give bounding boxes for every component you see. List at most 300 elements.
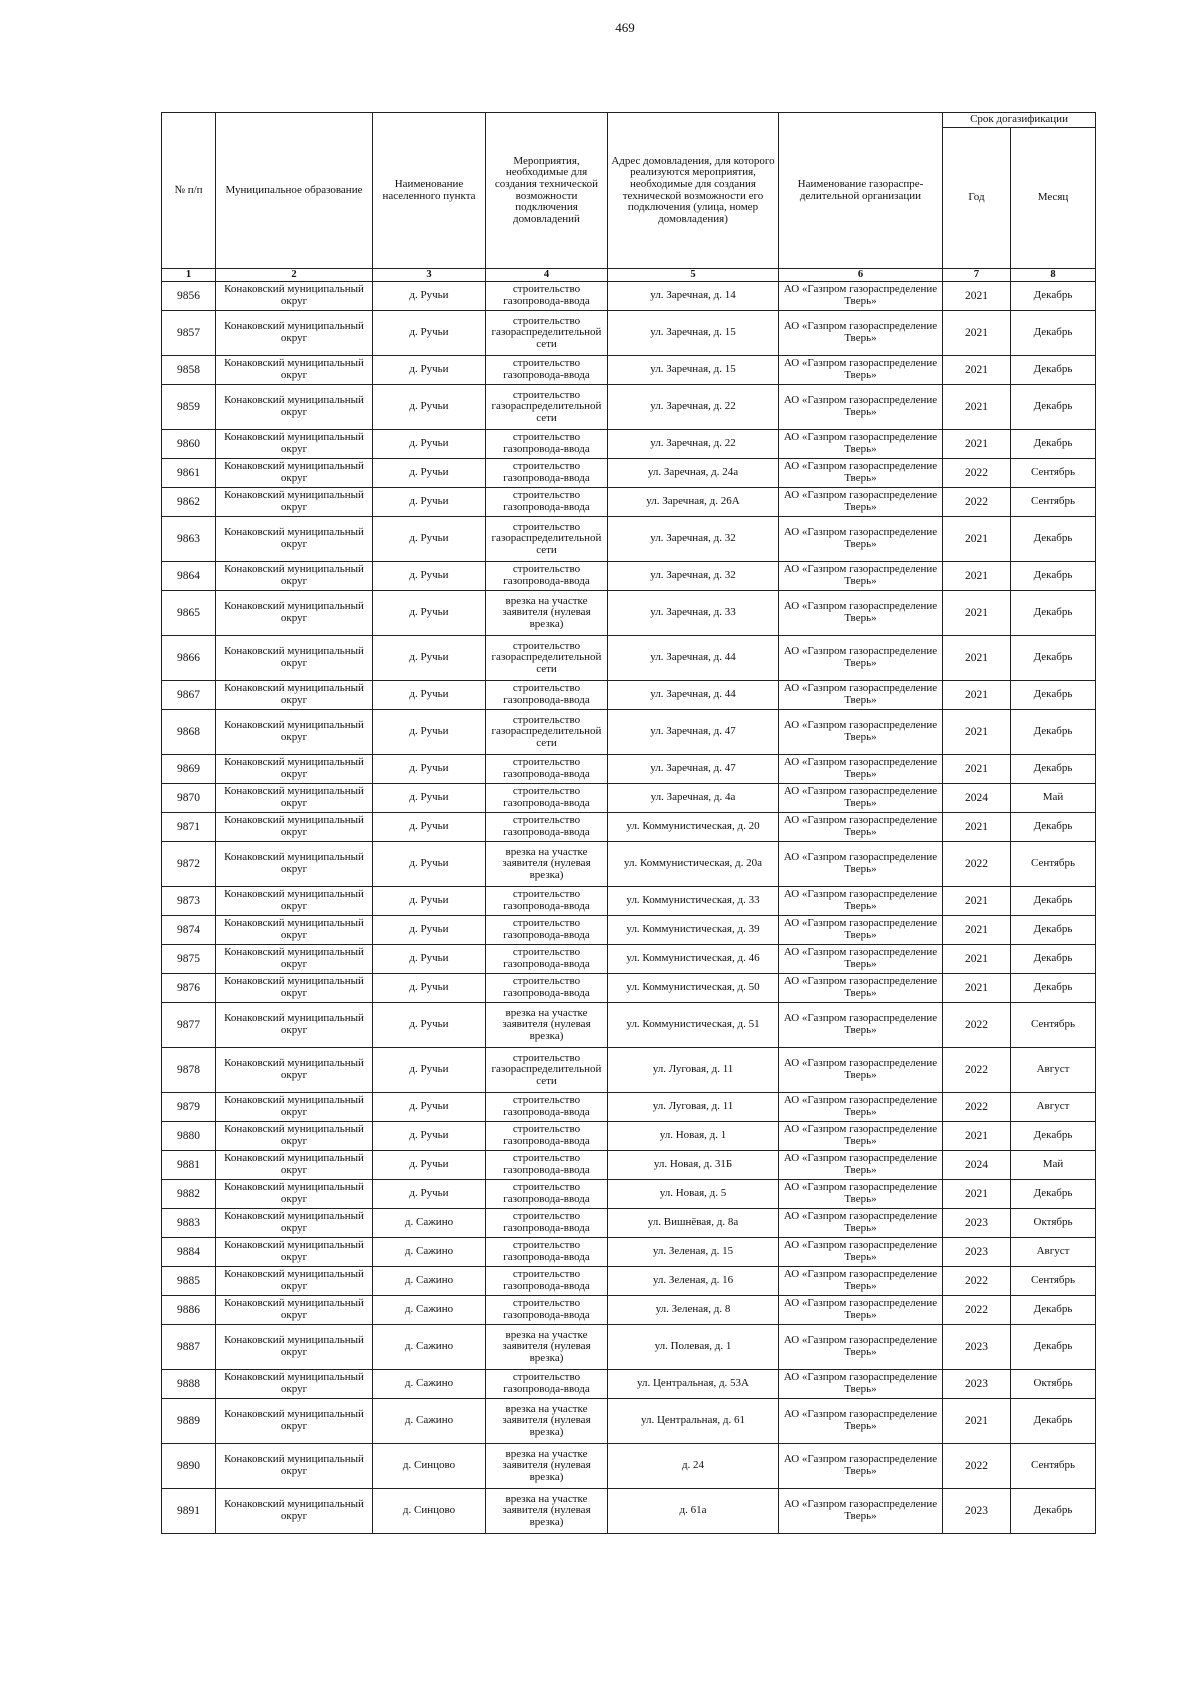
row-organization: АО «Газпром газораспределение Тверь»: [779, 311, 943, 356]
row-year: 2022: [943, 1048, 1011, 1093]
row-number: 9869: [162, 755, 216, 784]
row-settlement: д. Ручьи: [373, 681, 486, 710]
table-row: [162, 636, 1096, 681]
table-row: [162, 517, 1096, 562]
row-month: Октябрь: [1011, 1370, 1096, 1399]
row-measure: строительство газораспределительной сети: [486, 1048, 608, 1093]
row-address: ул. Зеленая, д. 15: [608, 1238, 779, 1267]
row-settlement: д. Ручьи: [373, 1180, 486, 1209]
row-number: 9890: [162, 1444, 216, 1489]
row-settlement: д. Ручьи: [373, 459, 486, 488]
row-settlement: д. Ручьи: [373, 385, 486, 430]
row-measure: строительство газопровода-ввода: [486, 974, 608, 1003]
header-settlement: Наименование населенного пункта: [373, 113, 486, 269]
row-number: 9886: [162, 1296, 216, 1325]
row-month: Декабрь: [1011, 916, 1096, 945]
row-address: ул. Заречная, д. 44: [608, 636, 779, 681]
row-measure: строительство газопровода-ввода: [486, 945, 608, 974]
row-year: 2022: [943, 1267, 1011, 1296]
row-number: 9875: [162, 945, 216, 974]
row-settlement: д. Ручьи: [373, 1048, 486, 1093]
row-month: Май: [1011, 784, 1096, 813]
row-year: 2021: [943, 356, 1011, 385]
row-settlement: д. Синцово: [373, 1444, 486, 1489]
column-index: 8: [1011, 269, 1096, 282]
row-measure: строительство газопровода-ввода: [486, 916, 608, 945]
row-settlement: д. Ручьи: [373, 430, 486, 459]
row-month: Декабрь: [1011, 945, 1096, 974]
table-row: [162, 945, 1096, 974]
table-row: [162, 1209, 1096, 1238]
row-month: Октябрь: [1011, 1209, 1096, 1238]
row-measure: врезка на участке заявителя (нулевая врезка): [486, 591, 608, 636]
row-organization: АО «Газпром газораспределение Тверь»: [779, 1048, 943, 1093]
row-organization: АО «Газпром газораспределение Тверь»: [779, 1267, 943, 1296]
row-year: 2022: [943, 488, 1011, 517]
row-measure: строительство газопровода-ввода: [486, 282, 608, 311]
table-row: [162, 755, 1096, 784]
row-municipality: Конаковский муниципальный округ: [216, 356, 373, 385]
row-month: Декабрь: [1011, 356, 1096, 385]
row-municipality: Конаковский муниципальный округ: [216, 636, 373, 681]
row-address: ул. Коммунистическая, д. 50: [608, 974, 779, 1003]
row-measure: строительство газопровода-ввода: [486, 562, 608, 591]
row-number: 9863: [162, 517, 216, 562]
row-month: Декабрь: [1011, 1489, 1096, 1534]
header-org: Наименование газораспре-делительной организации: [779, 113, 943, 269]
table-row: [162, 430, 1096, 459]
row-municipality: Конаковский муниципальный округ: [216, 681, 373, 710]
table-row: [162, 710, 1096, 755]
row-organization: АО «Газпром газораспределение Тверь»: [779, 1209, 943, 1238]
row-organization: АО «Газпром газораспределение Тверь»: [779, 636, 943, 681]
column-index: 5: [608, 269, 779, 282]
row-municipality: Конаковский муниципальный округ: [216, 1489, 373, 1534]
row-settlement: д. Сажино: [373, 1267, 486, 1296]
row-month: Декабрь: [1011, 974, 1096, 1003]
row-month: Сентябрь: [1011, 459, 1096, 488]
row-settlement: д. Ручьи: [373, 974, 486, 1003]
row-year: 2021: [943, 710, 1011, 755]
row-settlement: д. Ручьи: [373, 755, 486, 784]
table-row: [162, 1296, 1096, 1325]
row-municipality: Конаковский муниципальный округ: [216, 1370, 373, 1399]
row-number: 9882: [162, 1180, 216, 1209]
row-address: ул. Заречная, д. 32: [608, 517, 779, 562]
row-number: 9861: [162, 459, 216, 488]
row-number: 9878: [162, 1048, 216, 1093]
row-organization: АО «Газпром газораспределение Тверь»: [779, 710, 943, 755]
row-number: 9889: [162, 1399, 216, 1444]
row-organization: АО «Газпром газораспределение Тверь»: [779, 459, 943, 488]
row-number: 9874: [162, 916, 216, 945]
row-year: 2021: [943, 887, 1011, 916]
row-number: 9867: [162, 681, 216, 710]
row-year: 2021: [943, 591, 1011, 636]
row-organization: АО «Газпром газораспределение Тверь»: [779, 430, 943, 459]
row-measure: строительство газопровода-ввода: [486, 1370, 608, 1399]
row-municipality: Конаковский муниципальный округ: [216, 591, 373, 636]
row-settlement: д. Ручьи: [373, 784, 486, 813]
row-organization: АО «Газпром газораспределение Тверь»: [779, 1325, 943, 1370]
row-municipality: Конаковский муниципальный округ: [216, 974, 373, 1003]
row-organization: АО «Газпром газораспределение Тверь»: [779, 356, 943, 385]
row-address: ул. Заречная, д. 4а: [608, 784, 779, 813]
row-municipality: Конаковский муниципальный округ: [216, 842, 373, 887]
row-address: ул. Зеленая, д. 16: [608, 1267, 779, 1296]
row-number: 9885: [162, 1267, 216, 1296]
row-address: ул. Вишнёвая, д. 8а: [608, 1209, 779, 1238]
row-year: 2021: [943, 282, 1011, 311]
row-organization: АО «Газпром газораспределение Тверь»: [779, 1489, 943, 1534]
row-municipality: Конаковский муниципальный округ: [216, 1267, 373, 1296]
row-year: 2023: [943, 1489, 1011, 1534]
row-address: ул. Заречная, д. 32: [608, 562, 779, 591]
row-municipality: Конаковский муниципальный округ: [216, 311, 373, 356]
row-address: ул. Коммунистическая, д. 20: [608, 813, 779, 842]
row-address: ул. Заречная, д. 47: [608, 755, 779, 784]
row-number: 9865: [162, 591, 216, 636]
row-organization: АО «Газпром газораспределение Тверь»: [779, 813, 943, 842]
row-month: Декабрь: [1011, 385, 1096, 430]
row-year: 2022: [943, 1296, 1011, 1325]
row-organization: АО «Газпром газораспределение Тверь»: [779, 591, 943, 636]
row-municipality: Конаковский муниципальный округ: [216, 1238, 373, 1267]
table-row: [162, 681, 1096, 710]
row-number: 9862: [162, 488, 216, 517]
row-number: 9860: [162, 430, 216, 459]
row-address: ул. Новая, д. 1: [608, 1122, 779, 1151]
row-month: Декабрь: [1011, 636, 1096, 681]
row-settlement: д. Ручьи: [373, 945, 486, 974]
column-index: 6: [779, 269, 943, 282]
row-month: Август: [1011, 1048, 1096, 1093]
row-settlement: д. Ручьи: [373, 710, 486, 755]
row-number: 9859: [162, 385, 216, 430]
row-organization: АО «Газпром газораспределение Тверь»: [779, 517, 943, 562]
row-measure: врезка на участке заявителя (нулевая врезка): [486, 1003, 608, 1048]
row-measure: строительство газопровода-ввода: [486, 1093, 608, 1122]
header-month: Месяц: [1011, 128, 1096, 269]
row-year: 2021: [943, 916, 1011, 945]
row-number: 9891: [162, 1489, 216, 1534]
table-row: [162, 356, 1096, 385]
row-address: ул. Коммунистическая, д. 46: [608, 945, 779, 974]
table-row: [162, 887, 1096, 916]
row-municipality: Конаковский муниципальный округ: [216, 1003, 373, 1048]
row-municipality: Конаковский муниципальный округ: [216, 488, 373, 517]
row-address: ул. Заречная, д. 14: [608, 282, 779, 311]
table-row: [162, 1370, 1096, 1399]
row-number: 9864: [162, 562, 216, 591]
table-row: [162, 1180, 1096, 1209]
row-organization: АО «Газпром газораспределение Тверь»: [779, 282, 943, 311]
row-month: Сентябрь: [1011, 1444, 1096, 1489]
table-row: [162, 1399, 1096, 1444]
row-address: ул. Заречная, д. 15: [608, 356, 779, 385]
row-month: Сентябрь: [1011, 1003, 1096, 1048]
row-settlement: д. Сажино: [373, 1325, 486, 1370]
row-year: 2021: [943, 755, 1011, 784]
row-measure: строительство газопровода-ввода: [486, 784, 608, 813]
row-month: Август: [1011, 1093, 1096, 1122]
row-measure: строительство газораспределительной сети: [486, 311, 608, 356]
row-measure: строительство газопровода-ввода: [486, 488, 608, 517]
row-measure: строительство газопровода-ввода: [486, 887, 608, 916]
row-municipality: Конаковский муниципальный округ: [216, 1209, 373, 1238]
row-address: ул. Коммунистическая, д. 33: [608, 887, 779, 916]
row-measure: строительство газопровода-ввода: [486, 1209, 608, 1238]
row-organization: АО «Газпром газораспределение Тверь»: [779, 1296, 943, 1325]
row-settlement: д. Ручьи: [373, 842, 486, 887]
row-municipality: Конаковский муниципальный округ: [216, 1151, 373, 1180]
row-number: 9880: [162, 1122, 216, 1151]
row-number: 9883: [162, 1209, 216, 1238]
row-month: Август: [1011, 1238, 1096, 1267]
row-year: 2021: [943, 945, 1011, 974]
row-number: 9856: [162, 282, 216, 311]
column-index: 7: [943, 269, 1011, 282]
row-address: ул. Заречная, д. 33: [608, 591, 779, 636]
row-organization: АО «Газпром газораспределение Тверь»: [779, 681, 943, 710]
table-body: [162, 282, 1096, 1534]
row-measure: строительство газопровода-ввода: [486, 1267, 608, 1296]
row-month: Сентябрь: [1011, 488, 1096, 517]
row-number: 9870: [162, 784, 216, 813]
page-number: 469: [615, 20, 635, 35]
row-number: 9858: [162, 356, 216, 385]
row-measure: врезка на участке заявителя (нулевая врезка): [486, 1444, 608, 1489]
row-municipality: Конаковский муниципальный округ: [216, 1296, 373, 1325]
row-measure: строительство газопровода-ввода: [486, 430, 608, 459]
row-settlement: д. Ручьи: [373, 916, 486, 945]
row-month: Декабрь: [1011, 1296, 1096, 1325]
table-row: [162, 813, 1096, 842]
row-address: ул. Заречная, д. 24а: [608, 459, 779, 488]
row-number: 9884: [162, 1238, 216, 1267]
row-year: 2021: [943, 385, 1011, 430]
row-number: 9857: [162, 311, 216, 356]
row-month: Декабрь: [1011, 517, 1096, 562]
row-month: Декабрь: [1011, 562, 1096, 591]
row-year: 2021: [943, 1180, 1011, 1209]
row-municipality: Конаковский муниципальный округ: [216, 710, 373, 755]
row-settlement: д. Ручьи: [373, 1151, 486, 1180]
row-address: д. 61а: [608, 1489, 779, 1534]
row-year: 2022: [943, 1444, 1011, 1489]
header-municipality: Муниципальное образование: [216, 113, 373, 269]
row-organization: АО «Газпром газораспределение Тверь»: [779, 1122, 943, 1151]
row-measure: строительство газопровода-ввода: [486, 1180, 608, 1209]
row-number: 9877: [162, 1003, 216, 1048]
row-address: ул. Центральная, д. 61: [608, 1399, 779, 1444]
table-row: [162, 385, 1096, 430]
row-year: 2023: [943, 1370, 1011, 1399]
row-address: ул. Луговая, д. 11: [608, 1048, 779, 1093]
column-index: 4: [486, 269, 608, 282]
row-measure: врезка на участке заявителя (нулевая врезка): [486, 842, 608, 887]
table-row: [162, 1122, 1096, 1151]
row-month: Сентябрь: [1011, 842, 1096, 887]
row-organization: АО «Газпром газораспределение Тверь»: [779, 755, 943, 784]
row-month: Декабрь: [1011, 813, 1096, 842]
row-year: 2021: [943, 562, 1011, 591]
table-row: [162, 1325, 1096, 1370]
row-measure: строительство газопровода-ввода: [486, 1151, 608, 1180]
row-measure: строительство газопровода-ввода: [486, 1122, 608, 1151]
row-organization: АО «Газпром газораспределение Тверь»: [779, 887, 943, 916]
row-organization: АО «Газпром газораспределение Тверь»: [779, 488, 943, 517]
row-settlement: д. Сажино: [373, 1370, 486, 1399]
row-settlement: д. Синцово: [373, 1489, 486, 1534]
row-organization: АО «Газпром газораспределение Тверь»: [779, 974, 943, 1003]
row-year: 2021: [943, 974, 1011, 1003]
table-row: [162, 916, 1096, 945]
row-municipality: Конаковский муниципальный округ: [216, 430, 373, 459]
table-row: [162, 1151, 1096, 1180]
row-settlement: д. Ручьи: [373, 1122, 486, 1151]
row-settlement: д. Сажино: [373, 1238, 486, 1267]
row-measure: строительство газораспределительной сети: [486, 636, 608, 681]
row-month: Декабрь: [1011, 1180, 1096, 1209]
row-organization: АО «Газпром газораспределение Тверь»: [779, 1399, 943, 1444]
column-index: 3: [373, 269, 486, 282]
row-address: ул. Заречная, д. 47: [608, 710, 779, 755]
row-organization: АО «Газпром газораспределение Тверь»: [779, 842, 943, 887]
row-settlement: д. Сажино: [373, 1399, 486, 1444]
row-settlement: д. Ручьи: [373, 311, 486, 356]
row-year: 2021: [943, 430, 1011, 459]
row-address: ул. Коммунистическая, д. 20а: [608, 842, 779, 887]
row-year: 2024: [943, 784, 1011, 813]
row-month: Декабрь: [1011, 1122, 1096, 1151]
row-address: д. 24: [608, 1444, 779, 1489]
row-municipality: Конаковский муниципальный округ: [216, 945, 373, 974]
row-month: Декабрь: [1011, 311, 1096, 356]
row-number: 9872: [162, 842, 216, 887]
row-settlement: д. Ручьи: [373, 517, 486, 562]
row-municipality: Конаковский муниципальный округ: [216, 784, 373, 813]
row-month: Декабрь: [1011, 1399, 1096, 1444]
row-measure: строительство газопровода-ввода: [486, 681, 608, 710]
row-year: 2022: [943, 459, 1011, 488]
row-municipality: Конаковский муниципальный округ: [216, 1325, 373, 1370]
row-measure: врезка на участке заявителя (нулевая врезка): [486, 1399, 608, 1444]
gasification-table: [161, 112, 1096, 1534]
row-measure: строительство газопровода-ввода: [486, 755, 608, 784]
row-address: ул. Новая, д. 31Б: [608, 1151, 779, 1180]
row-year: 2021: [943, 1122, 1011, 1151]
row-municipality: Конаковский муниципальный округ: [216, 1048, 373, 1093]
table-row: [162, 1003, 1096, 1048]
row-year: 2023: [943, 1209, 1011, 1238]
table-row: [162, 784, 1096, 813]
row-settlement: д. Ручьи: [373, 636, 486, 681]
row-settlement: д. Ручьи: [373, 887, 486, 916]
column-index: 1: [162, 269, 216, 282]
row-year: 2022: [943, 1003, 1011, 1048]
row-settlement: д. Сажино: [373, 1209, 486, 1238]
row-year: 2021: [943, 813, 1011, 842]
row-month: Май: [1011, 1151, 1096, 1180]
table-row: [162, 1444, 1096, 1489]
row-organization: АО «Газпром газораспределение Тверь»: [779, 945, 943, 974]
table-row: [162, 1048, 1096, 1093]
row-address: ул. Новая, д. 5: [608, 1180, 779, 1209]
row-organization: АО «Газпром газораспределение Тверь»: [779, 1151, 943, 1180]
row-address: ул. Заречная, д. 15: [608, 311, 779, 356]
header-num: № п/п: [162, 113, 216, 269]
row-municipality: Конаковский муниципальный округ: [216, 517, 373, 562]
table-row: [162, 842, 1096, 887]
row-settlement: д. Ручьи: [373, 591, 486, 636]
row-organization: АО «Газпром газораспределение Тверь»: [779, 1370, 943, 1399]
row-year: 2021: [943, 681, 1011, 710]
row-measure: строительство газопровода-ввода: [486, 813, 608, 842]
row-year: 2023: [943, 1325, 1011, 1370]
row-address: ул. Заречная, д. 22: [608, 430, 779, 459]
row-year: 2021: [943, 636, 1011, 681]
row-month: Декабрь: [1011, 282, 1096, 311]
row-municipality: Конаковский муниципальный округ: [216, 813, 373, 842]
row-organization: АО «Газпром газораспределение Тверь»: [779, 1093, 943, 1122]
row-month: Декабрь: [1011, 591, 1096, 636]
row-year: 2021: [943, 517, 1011, 562]
row-number: 9881: [162, 1151, 216, 1180]
row-municipality: Конаковский муниципальный округ: [216, 385, 373, 430]
row-address: ул. Заречная, д. 26А: [608, 488, 779, 517]
row-address: ул. Заречная, д. 44: [608, 681, 779, 710]
row-month: Декабрь: [1011, 710, 1096, 755]
row-measure: строительство газораспределительной сети: [486, 710, 608, 755]
row-month: Сентябрь: [1011, 1267, 1096, 1296]
row-municipality: Конаковский муниципальный округ: [216, 1122, 373, 1151]
row-number: 9879: [162, 1093, 216, 1122]
header-measures: Мероприятия, необходимые для создания технической возможности подключения домовладений: [486, 113, 608, 269]
row-month: Декабрь: [1011, 430, 1096, 459]
row-year: 2021: [943, 311, 1011, 356]
row-address: ул. Зеленая, д. 8: [608, 1296, 779, 1325]
row-measure: врезка на участке заявителя (нулевая врезка): [486, 1325, 608, 1370]
row-municipality: Конаковский муниципальный округ: [216, 916, 373, 945]
row-number: 9887: [162, 1325, 216, 1370]
row-year: 2022: [943, 1093, 1011, 1122]
table-row: [162, 1238, 1096, 1267]
table-row: [162, 591, 1096, 636]
column-index: 2: [216, 269, 373, 282]
table-row: [162, 1267, 1096, 1296]
table-row: [162, 1093, 1096, 1122]
row-number: 9871: [162, 813, 216, 842]
row-organization: АО «Газпром газораспределение Тверь»: [779, 1444, 943, 1489]
row-year: 2024: [943, 1151, 1011, 1180]
row-settlement: д. Сажино: [373, 1296, 486, 1325]
row-number: 9868: [162, 710, 216, 755]
row-organization: АО «Газпром газораспределение Тверь»: [779, 385, 943, 430]
row-year: 2021: [943, 1399, 1011, 1444]
row-organization: АО «Газпром газораспределение Тверь»: [779, 1180, 943, 1209]
row-municipality: Конаковский муниципальный округ: [216, 1180, 373, 1209]
header-deadline: Срок догазификации: [943, 113, 1096, 128]
row-address: ул. Центральная, д. 53А: [608, 1370, 779, 1399]
table-row: [162, 562, 1096, 591]
row-settlement: д. Ручьи: [373, 813, 486, 842]
row-municipality: Конаковский муниципальный округ: [216, 1444, 373, 1489]
row-municipality: Конаковский муниципальный округ: [216, 1093, 373, 1122]
row-settlement: д. Ручьи: [373, 1003, 486, 1048]
row-measure: строительство газопровода-ввода: [486, 356, 608, 385]
row-number: 9873: [162, 887, 216, 916]
